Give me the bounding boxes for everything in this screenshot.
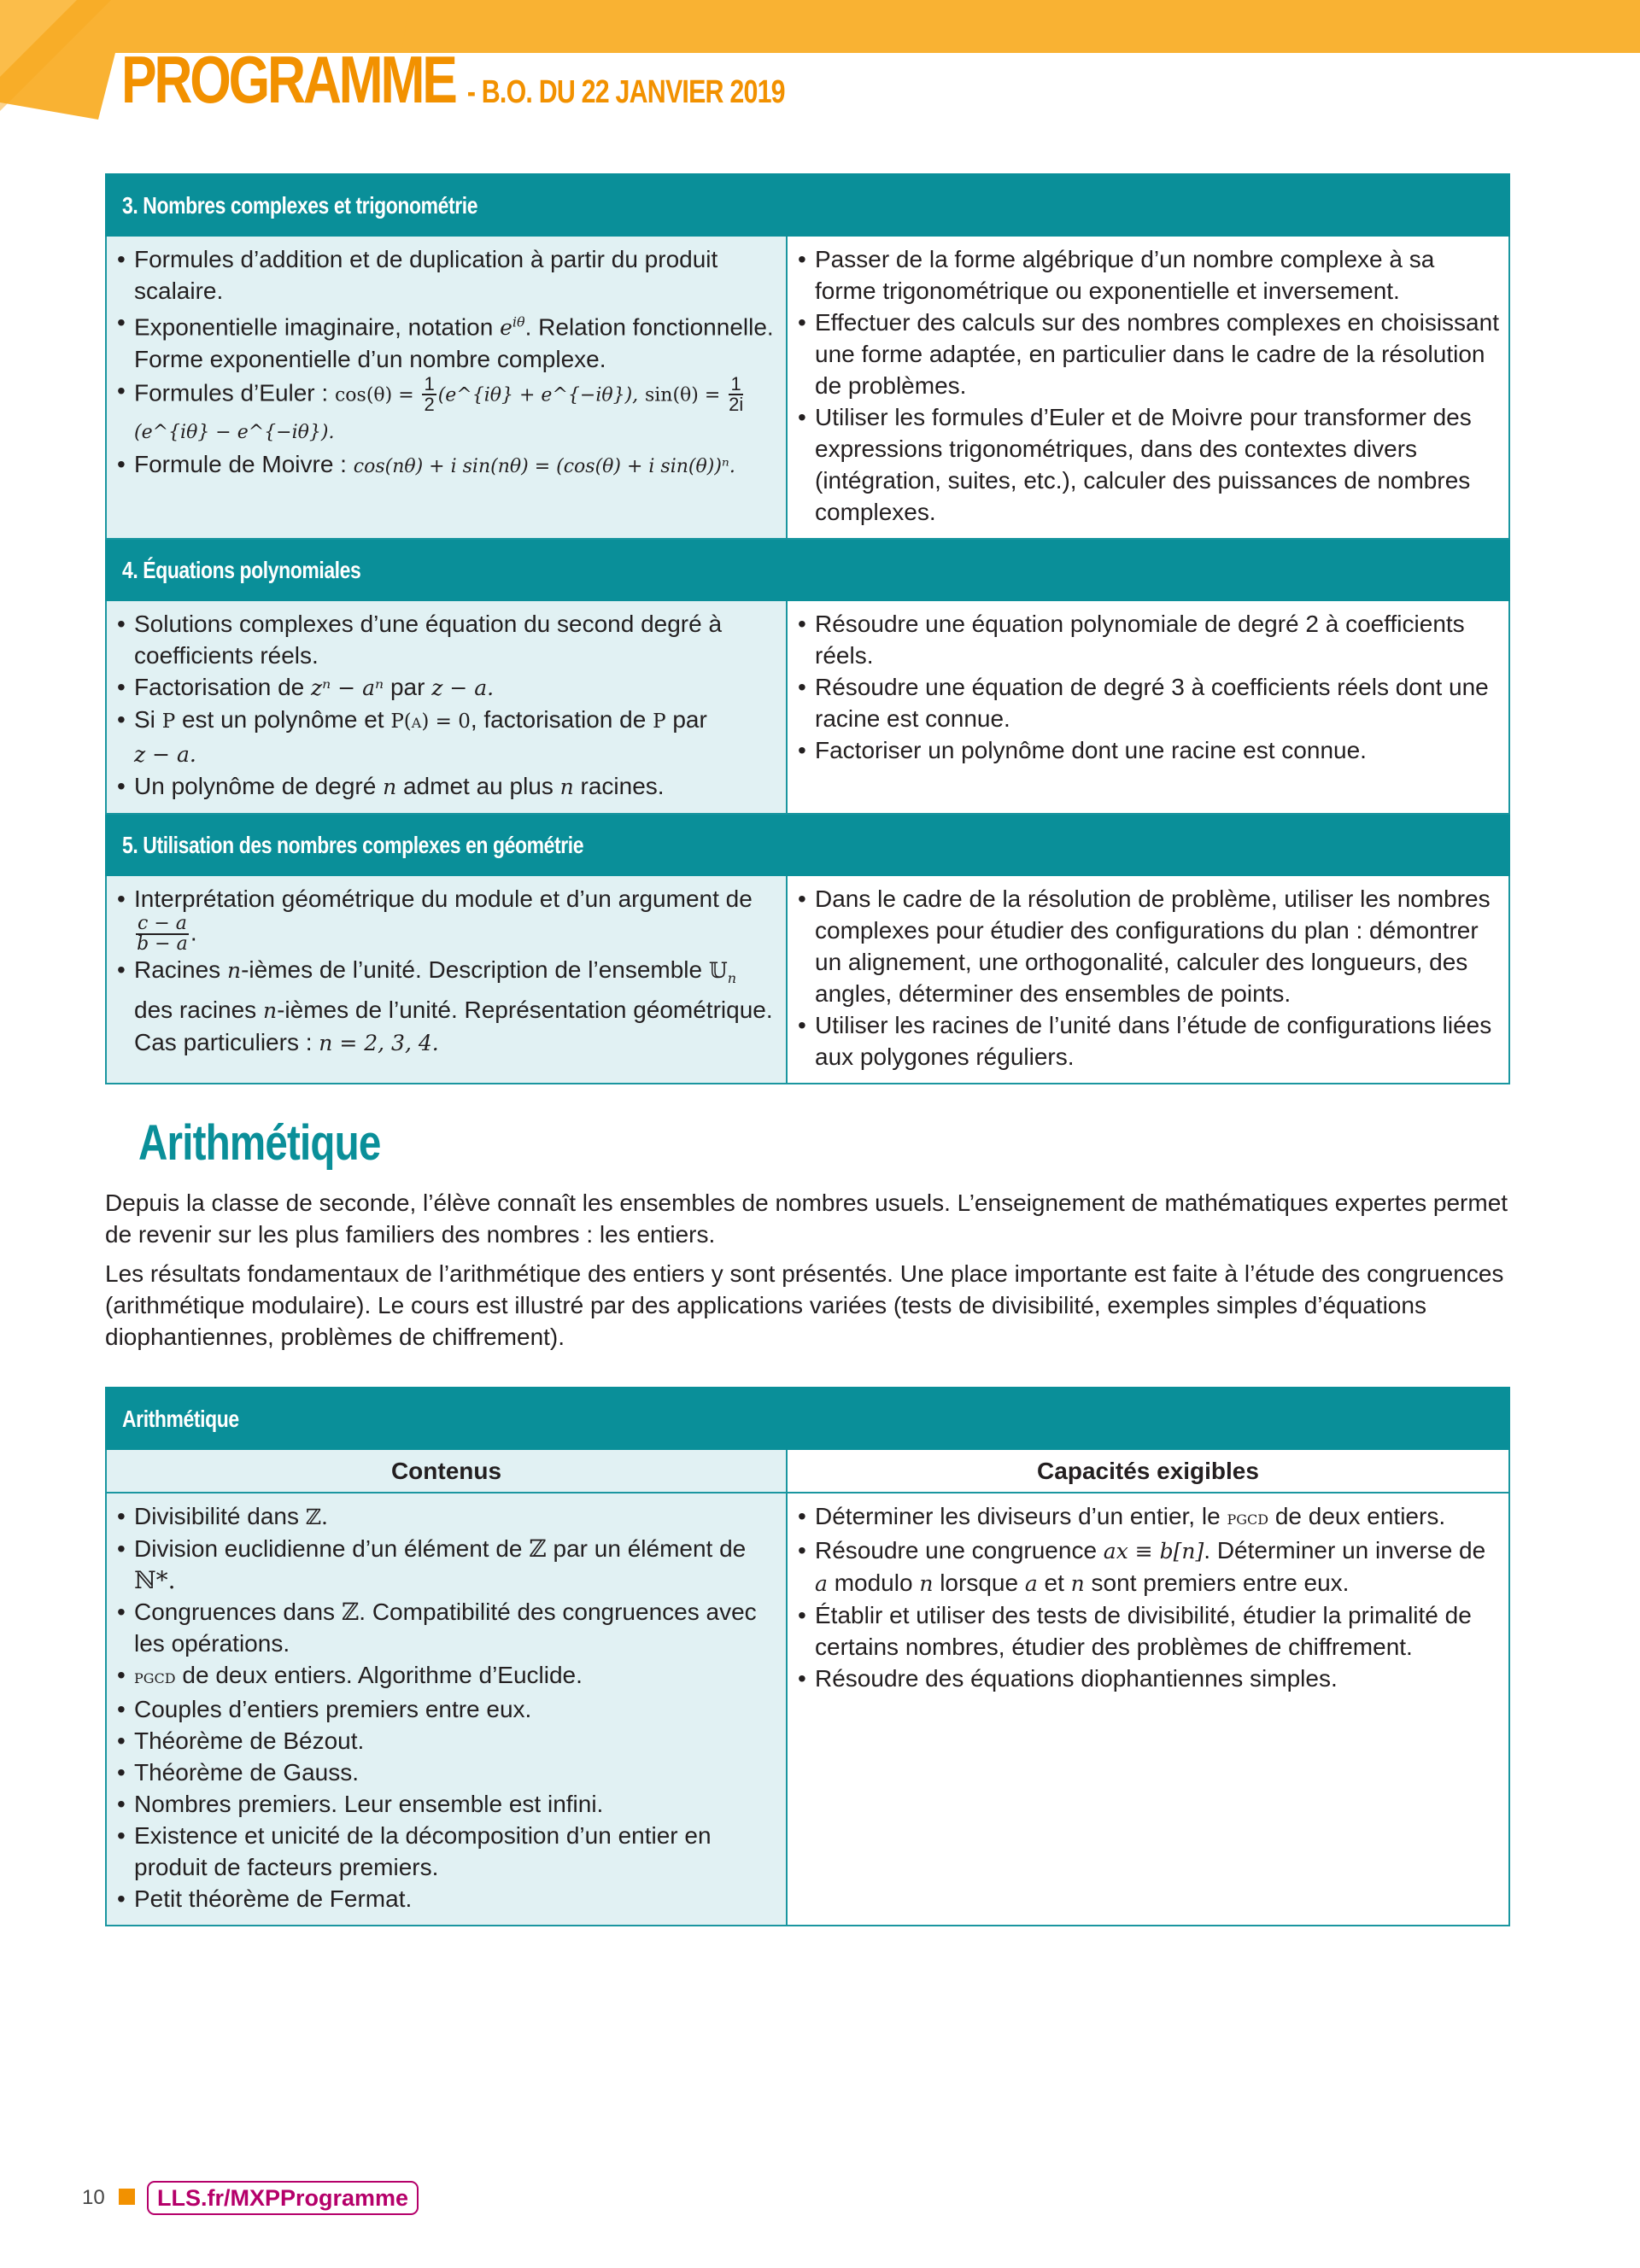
list-item: • Résoudre une équation polynomiale de degré 2 à coefficients réels. [798, 608, 1500, 671]
content-cell [106, 875, 787, 1084]
list-item: • Divisibilité dans ℤ. [117, 1500, 777, 1533]
content-cell [106, 600, 787, 814]
list-item: • Résoudre une équation de degré 3 à coefficients réels dont une racine est connue. [798, 671, 1500, 734]
intro-paragraph: Les résultats fondamentaux de l’arithmétique des entiers y sont présentés. Une place importante est faite à l’étude des congruences (arithmétique modulaire). Le cours est illustré par des applications variées (tests de divisibilité, exemples simples d’équations diophantiennes, problèmes de chiffrement). [105, 1260, 1504, 1350]
list-item: • Déterminer les diviseurs d’un entier, le pgcd de deux entiers. [798, 1500, 1500, 1534]
column-header-capacities: Capacités exigibles [787, 1449, 1509, 1493]
intro-paragraph: Depuis la classe de seconde, l’élève connaît les ensembles de nombres usuels. L’enseignement de mathématiques expertes permet de revenir sur les plus familiers des nombres : les entiers. [105, 1190, 1508, 1248]
section-header: 4. Équations polynomiales [106, 539, 1509, 600]
list-item: • Existence et unicité de la décomposition d’un entier en produit de facteurs premiers. [117, 1820, 777, 1883]
content-cell [106, 236, 787, 539]
list-item: • Petit théorème de Fermat. [117, 1883, 777, 1914]
list-item: • Utiliser les formules d’Euler et de Moivre pour transformer des expressions trigonométriques, dans des contextes divers (intégration, suites, etc.), calculer des puissances de nombres complexes. [798, 401, 1500, 528]
list-item: • Division euclidienne d’un élément de ℤ par un élément de ℕ*. [117, 1533, 777, 1596]
list-item: • Interprétation géométrique du module et d’un argument de $\frac{c - a}{b - a}$ . [117, 883, 777, 954]
list-item: • Congruences dans ℤ. Compatibilité des congruences avec les opérations. [117, 1596, 777, 1659]
capacities-cell [787, 875, 1509, 1084]
capacities-cell [787, 600, 1509, 814]
title-main: PROGRAMME [121, 42, 455, 117]
footer-square-icon [119, 2189, 135, 2205]
list-item: • Théorème de Bézout. [117, 1725, 777, 1757]
list-item: • Formules d’addition et de duplication à partir du produit scalaire. [117, 243, 777, 307]
list-item: • Si P est un polynôme et P(a) = 0, factorisation de P par z − a. [117, 704, 777, 770]
list-item: • Passer de la forme algébrique d’un nombre complexe à sa forme trigonométrique ou exponentielle et inversement. [798, 243, 1500, 307]
section-header: 5. Utilisation des nombres complexes en géométrie [106, 814, 1509, 875]
content-cell [106, 1493, 787, 1926]
capacities-cell [787, 1493, 1509, 1926]
list-item: • Formule de Moivre : cos(nθ) + i sin(nθ) = (cos(θ) + i sin(θ))ⁿ. [117, 448, 777, 482]
list-item: • Formules d’Euler : cos(θ) = $\frac{1}{2}$ (e^{iθ} + e^{−iθ}), sin(θ) = $\frac{1}{2i}$ (e^{iθ} − e^{−iθ}). [117, 375, 777, 448]
list-item: • Établir et utiliser des tests de divisibilité, étudier la primalité de certains nombres, étudier des problèmes de chiffrement. [798, 1599, 1500, 1663]
list-item: • Résoudre une congruence ax ≡ b[n]. Déterminer un inverse de a modulo n lorsque a et n sont premiers entre eux. [798, 1534, 1500, 1599]
list-item: • Solutions complexes d’une équation du second degré à coefficients réels. [117, 608, 777, 671]
list-item: • Couples d’entiers premiers entre eux. [117, 1693, 777, 1725]
section-header: 3. Nombres complexes et trigonométrie [106, 174, 1509, 236]
section-header: Arithmétique [106, 1388, 1509, 1449]
list-item: • Nombres premiers. Leur ensemble est infini. [117, 1788, 777, 1820]
list-item: • Résoudre des équations diophantiennes simples. [798, 1663, 1500, 1694]
section-heading: Arithmétique [138, 1115, 381, 1171]
arithmetic-table [105, 1387, 1510, 1926]
programme-link[interactable]: LLS.fr/MXPProgramme [147, 2181, 419, 2215]
page-title [121, 41, 785, 119]
column-header-contents: Contenus [106, 1449, 787, 1493]
list-item: • pgcd de deux entiers. Algorithme d’Euclide. [117, 1659, 777, 1693]
list-item: • Dans le cadre de la résolution de problème, utiliser les nombres complexes pour étudier des configurations du plan : démontrer un alignement, une orthogonalité, calculer des longueurs, des angles, déterminer des ensembles de points. [798, 883, 1500, 1009]
page-number: 10 [82, 2186, 105, 2209]
list-item: • Théorème de Gauss. [117, 1757, 777, 1788]
list-item: • Factoriser un polynôme dont une racine est connue. [798, 734, 1500, 766]
complex-numbers-table [105, 173, 1510, 1084]
list-item: • Racines n-ièmes de l’unité. Description de l’ensemble 𝕌$_n$ des racines n-ièmes de l’unité. Représentation géométrique. Cas particuliers : n = 2, 3, 4. [117, 954, 777, 1059]
title-subtitle: - B.O. DU 22 JANVIER 2019 [466, 74, 785, 110]
list-item: • Exponentielle imaginaire, notation $e^{i\theta}$. Relation fonctionnelle. Forme exponentielle d’un nombre complexe. [117, 307, 777, 375]
list-item: • Effectuer des calculs sur des nombres complexes en choisissant une forme adaptée, en particulier dans le cadre de la résolution de problèmes. [798, 307, 1500, 401]
list-item: • Utiliser les racines de l’unité dans l’étude de configurations liées aux polygones réguliers. [798, 1009, 1500, 1073]
capacities-cell [787, 236, 1509, 539]
list-item: • Un polynôme de degré n admet au plus n racines. [117, 770, 777, 803]
list-item: • Factorisation de zⁿ − aⁿ par z − a. [117, 671, 777, 704]
